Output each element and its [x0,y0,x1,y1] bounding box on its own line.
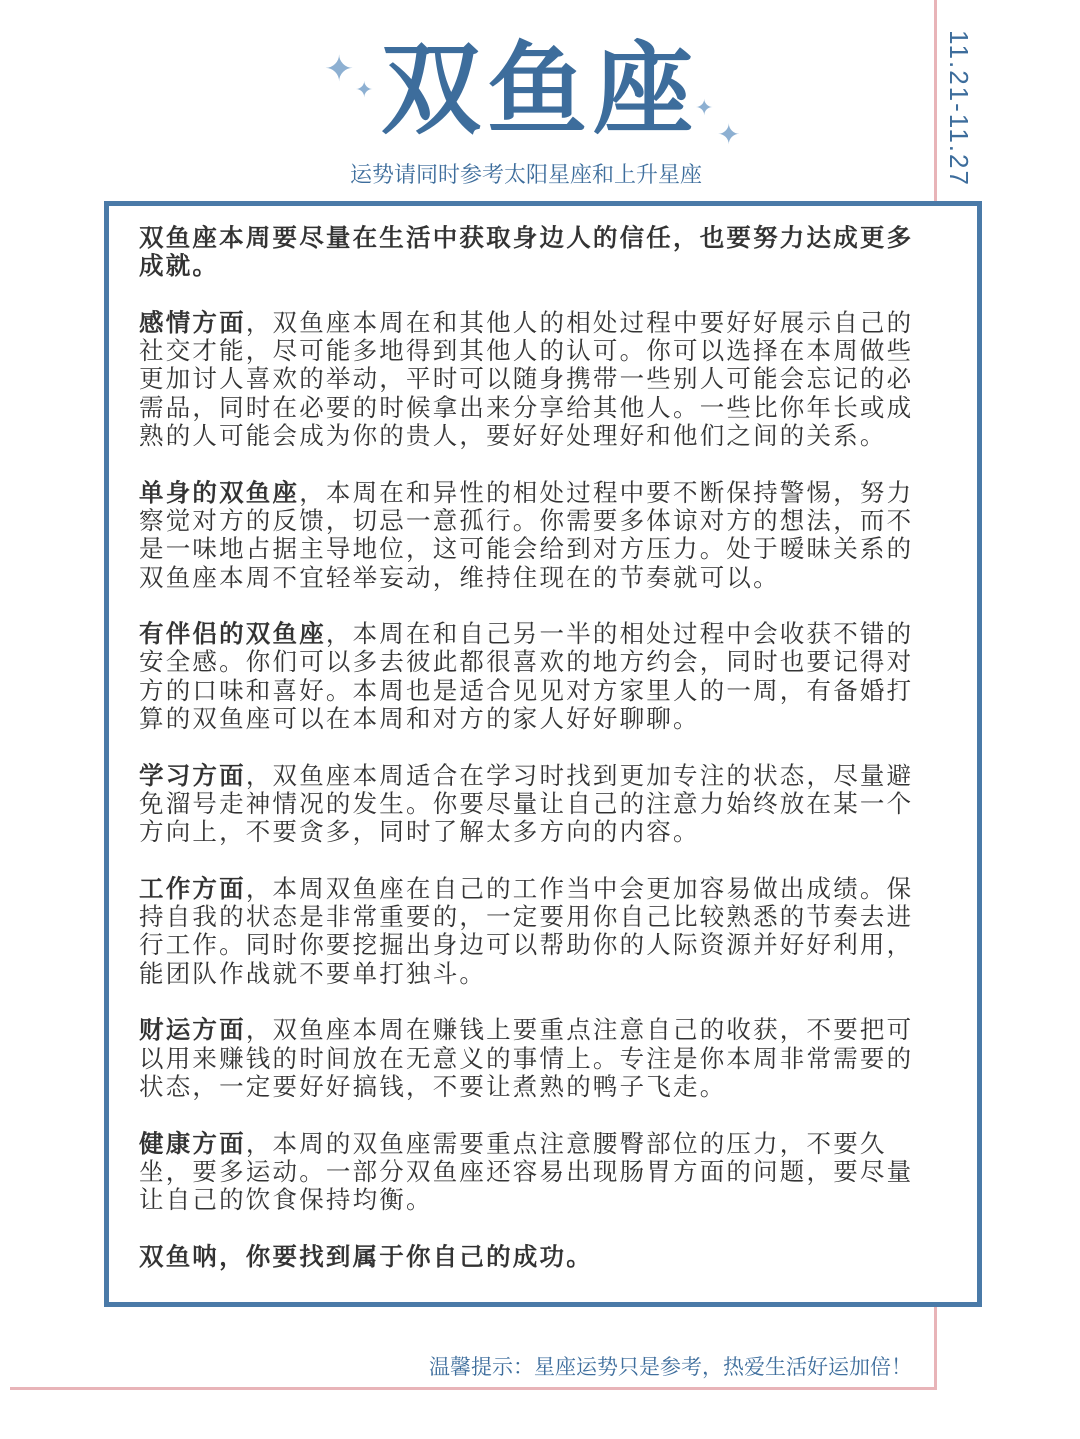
section-partnered [139,620,919,733]
sparkle-icon: ✦ [695,96,714,121]
section-health [139,1130,919,1215]
page-title: 双鱼座 [381,31,699,148]
section-heading: 财运方面 [139,1015,246,1045]
section-text: ，本周的双鱼座需要重点注意腰臀部位的压力，不要久坐，要多运动。一部分双鱼座还容易出现肠胃方面的问题，要尽量让自己的饮食保持均衡。 [139,1128,914,1215]
horoscope-content [139,224,919,1299]
closing-paragraph: 双鱼呐，你要找到属于你自己的成功。 [139,1241,593,1271]
section-heading: 单身的双鱼座 [139,477,300,507]
section-text: ，本周在和自己另一半的相处过程中会收获不错的安全感。你们可以多去彼此都很喜欢的地方约会，同时也要记得对方的口味和喜好。本周也是适合见见对方家里人的一周，有备婚打算的双鱼座可以在本周和对方的家人好好聊聊。 [139,619,914,734]
sparkle-icon: ✦ [717,118,741,151]
section-love [139,309,919,450]
section-study [139,762,919,847]
date-range: 11.21-11.27 [944,30,974,187]
horoscope-text-box [104,201,982,1307]
page-subtitle: 运势请同时参考太阳星座和上升星座 [349,163,702,188]
sparkle-icon: ✦ [355,78,374,103]
section-text: ，双鱼座本周适合在学习时找到更加专注的状态，尽量避免溜号走神情况的发生。你要尽量让自己的注意力始终放在某一个方向上，不要贪多，同时了解太多方向的内容。 [139,760,914,847]
footer-tip: 温馨提示：星座运势只是参考，热爱生活好运加倍！ [429,1355,912,1379]
section-text: ，本周双鱼座在自己的工作当中会更加容易做出成绩。保持自我的状态是非常重要的，一定要用你自己比较熟悉的节奏去进行工作。同时你要挖掘出身边可以帮助你的人际资源并好好利用，能团队作战就不要单打独斗。 [139,873,914,988]
section-text: ，本周在和异性的相处过程中要不断保持警惕，努力察觉对方的反馈，切忌一意孤行。你需要多体谅对方的想法，而不是一味地占据主导地位，这可能会给到对方压力。处于暧昧关系的双鱼座本周不宜轻举妄动，维持住现在的节奏就可以。 [139,477,914,592]
section-wealth [139,1016,919,1101]
section-single [139,479,919,592]
intro-paragraph: 双鱼座本周要尽量在生活中获取身边人的信任，也要努力达成更多成就。 [139,223,914,281]
pink-horizontal-divider [10,1387,937,1390]
section-heading: 健康方面 [139,1128,246,1158]
section-heading: 感情方面 [139,307,246,337]
section-text: ，双鱼座本周在赚钱上要重点注意自己的收获，不要把可以用来赚钱的时间放在无意义的事情上。专注是你本周非常需要的状态，一定要好好搞钱，不要让煮熟的鸭子飞走。 [139,1015,914,1101]
section-heading: 工作方面 [139,873,246,903]
section-heading: 有伴侣的双鱼座 [139,619,326,649]
section-text: ，双鱼座本周在和其他人的相处过程中要好好展示自己的社交才能，尽可能多地得到其他人的认可。你可以选择在本周做些更加讨人喜欢的举动，平时可以随身携带一些别人可能会忘记的必需品，同时在必要的时候拿出来分享给其他人。一些比你年长或成熟的人可能会成为你的贵人，要好好处理好和他们之间的关系。 [139,307,914,451]
section-heading: 学习方面 [139,760,246,790]
sparkle-icon: ✦ [324,49,355,90]
section-work [139,875,919,988]
